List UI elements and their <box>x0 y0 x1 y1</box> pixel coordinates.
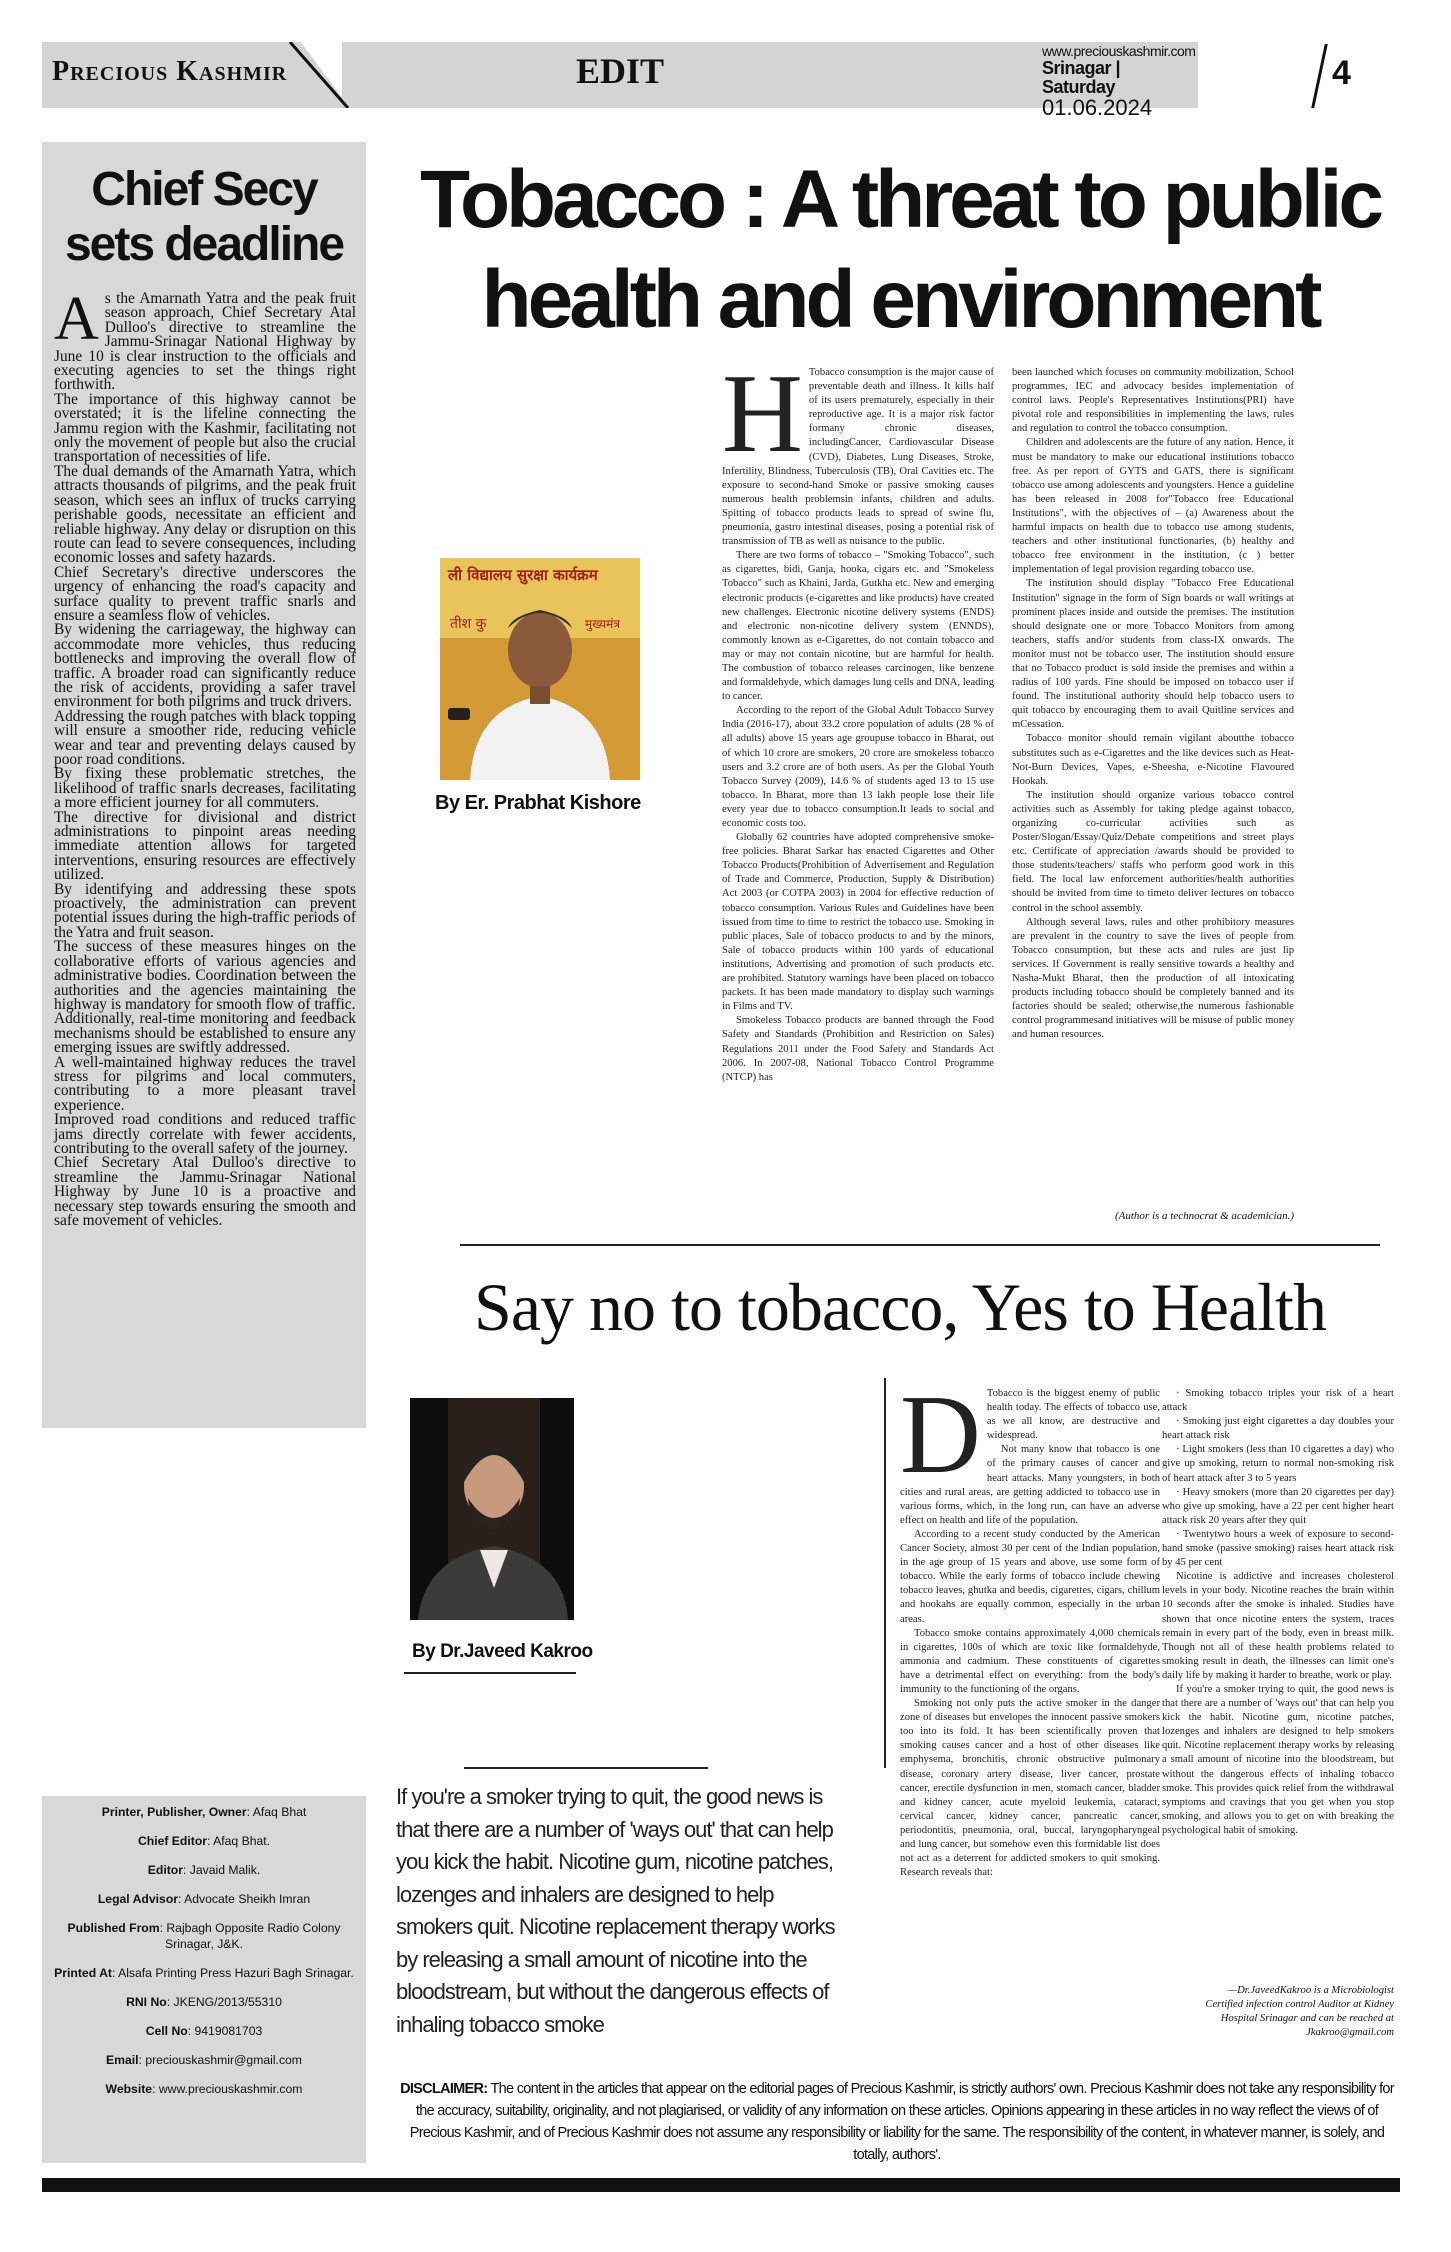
site-url[interactable]: www.preciouskashmir.com <box>1042 43 1196 59</box>
editorial-title-line2: sets deadline <box>64 218 344 271</box>
column-rule <box>884 1378 886 1768</box>
editorial-title-line1: Chief Secy <box>91 163 317 216</box>
photo-banner-text: ली विद्यालय सुरक्षा कार्यक्रम <box>448 566 598 584</box>
page-number: 4 <box>1332 54 1351 92</box>
editorial-paragraph: A well-maintained highway reduces the travel stress for pilgrims and local commuters, contributing to a more pleasant travel experience. <box>54 1053 356 1114</box>
section-divider <box>460 1244 1380 1246</box>
article2-bullet: · Heavy smokers (more than 20 cigarettes per day) who give up smoking, have a 22 per cent higher heart attack risk 20 years after they quit <box>1162 1486 1394 1526</box>
masthead <box>42 42 1400 121</box>
article1-paragraph: Tobacco monitor should remain vigilant aboutthe tobacco substitutes such as e-Cigarettes and the like devices such as Heat-Not-Burn Devices, Vapes, e-Sheesha, e-Nicotine Flavoured Hookah. <box>1012 733 1294 787</box>
article2-dropcap: D <box>900 1373 981 1497</box>
article2-author-note <box>1162 1984 1394 2040</box>
imprint-row: Editor: Javaid Malik. <box>147 1863 261 1877</box>
editorial-paragraph: The importance of this highway cannot be overstated; it is the lifeline connecting the Jammu region with the Kashmir, facilitating not only the movement of people but also the crucial transportation of necessities of life. <box>54 390 356 466</box>
editorial-paragraph: The directive for divisional and district administrations to pinpoint areas needing immediate attention allows for targeted interventions, ensuring resources are effectively utilized. <box>54 808 356 884</box>
article2-paragraph: Nicotine is addictive and increases cholesterol levels in your body. Nicotine reaches the brain within 10 seconds after the smoke is inhaled. Studies have shown that once nicotine enters the system, traces remain in every part of the body, even in breast milk. Though not all of these health problems related to smoking result in death, the illnesses can limit one's daily life by making it harder to breathe, work or play. <box>1162 1571 1394 1681</box>
imprint-row: Cell No: 9419081703 <box>145 2024 263 2038</box>
editorial-paragraph: The dual demands of the Amarnath Yatra, which attracts thousands of pilgrims, and the peak fruit season, which sees an influx of trucks carrying perishable goods, necessitate an efficient and reliable highway. Any delay or disruption on this route can lead to severe consequences, including economic losses and safety hazards. <box>54 462 356 567</box>
imprint-row: RNI No: JKENG/2013/55310 <box>126 1995 282 2009</box>
city-day: Srinagar | Saturday <box>1042 57 1121 97</box>
article1-paragraph: Children and adolescents are the future of any nation. Hence, it must be mandatory to make our educational institutions tobacco free. As per report of GYTS and GATS, there is significant tobacco use among adolescents and youngsters. Hence a guideline has been released in 2008 for"Tobacco free Educational Institutions", with the objectives of – (a) Awareness about the harmful impacts on health due to tobacco use among students, teachers and other institutional functionaries, (b) healthy and tobacco free environment in the institution, (c ) better implementation of legal provision regarding tobacco use. <box>1012 437 1294 576</box>
editorial-title <box>52 162 356 272</box>
byline-underline <box>404 1672 576 1674</box>
article1-headline <box>400 150 1400 350</box>
footer-bar <box>42 2178 1400 2192</box>
article1-paragraph: Globally 62 countries have adopted comprehensive smoke-free policies. Bharat Sarkar has enacted Cigarettes and Other Tobacco Products(Prohibition of Advertisement and Regulation of Trade and Commerce, Production, Supply & Distribution) Act 2003 (or COTPA 2003) in 2004 for effective reduction of tobacco consumption. Various Rules and Guidelines have been issued from time to time to restrict the tobacco use. Smoking in public places, Sale of tobacco products to and by the minors, Sale of tobacco products within 100 yards of educational institutions, Advertising and promotion of such products etc. are prohibited. Statutory warnings have been placed on tobacco packets. It has been made mandatory to display such warnings in Films and TV. <box>722 832 994 1013</box>
imprint-box <box>42 1796 366 2163</box>
issue-meta <box>1042 43 1196 121</box>
disclaimer-label: DISCLAIMER: <box>400 2081 488 2097</box>
editorial-paragraph: By fixing these problematic stretches, the likelihood of traffic snarls decreases, facilitating a more efficient journey for all commuters. <box>54 765 356 812</box>
author-email[interactable]: Jkakroo@gmail.com <box>1306 2027 1394 2039</box>
editorial-body <box>54 285 356 1229</box>
imprint-row: Chief Editor: Afaq Bhat. <box>137 1834 271 1848</box>
section-title: EDIT <box>575 51 665 91</box>
article2-bullet: · Light smokers (less than 10 cigarettes a day) who give up smoking, return to normal non-smoking risk of heart attack after 3 to 5 years <box>1162 1444 1394 1484</box>
editorial-paragraph: Additionally, real-time monitoring and feedback mechanisms should be established to ensure any emerging issues are swiftly addressed. <box>54 1010 356 1057</box>
article2-bullet: · Twentytwo hours a week of exposure to second-hand smoke (passive smoking) raises heart attack risk by 45 per cent <box>1162 1528 1394 1569</box>
editorial-paragraph: The success of these measures hinges on the collaborative efforts of various agencies and administrative bodies. Coordination between the authorities and the agencies maintaining the highway is mandatory for smooth flow of traffic. <box>54 938 356 1013</box>
author-photo-prabhat-kishore <box>440 558 640 780</box>
author-note-line: Certified infection control Auditor at Kidney <box>1205 1999 1394 2011</box>
article1-paragraph: been launched which focuses on community mobilization, School programmes, IEC and advocacy besides implementation of control laws. People's Representatives Institutions(PRI) have pivotal role and responsibilities in implementing the laws, rules and regulation to control the tobacco consumption. <box>1012 367 1294 435</box>
article1-headline-line2: health and environment <box>481 254 1319 345</box>
article2-bullet: · Smoking tobacco triples your risk of a heart attack <box>1162 1388 1394 1414</box>
article2-paragraph: If you're a smoker trying to quit, the good news is that there are a number of 'ways out' that can help you kick the habit. Nicotine gum, nicotine patches, lozenges and inhalers are designed to help smokers quit. Nicotine replacement therapy works by releasing a small amount of nicotine into the bloodstream, but without the dangerous effects of inhaling tobacco smoke. This provides quick relief from the withdrawal symptoms and cravings that you get when you stop smoking, and allows you to get on with breaking the psychological habit of smoking. <box>1162 1683 1394 1836</box>
article1-paragraph: The institution should display "Tobacco Free Educational Institution" signage in the form of Sign boards or wall writings at prominent places inside and outside the premises. The institution should designate one or more Tobacco Monitors from among teachers, staffs and/or students from class-IX onwards. The monitor must not be tobacco user. The institution should ensure that no Tobacco product is sold inside the premises and within a radius of 100 yards. Fine should be imposed on tobacco user if found. The institutional authority should help tobacco users to quit tobacco by encouraging them to avail Quitline services and mCessation. <box>1012 578 1294 731</box>
article2-headline: Say no to tobacco, Yes to Health <box>474 1269 1326 1345</box>
article1-paragraph: According to the report of the Global Adult Tobacco Survey India (2016-17), about 33.2 crore population of adults (28 % of all adults) above 15 years age groupuse tobacco in Bharat, out of which 10 crore are smokers, 20 crore are smokeless tobacco users and 3.2 crore are of both users. As per the Global Youth Tobacco Survey (2009), 14.6 % of students aged 13 to 15 use tobacco. In Bharat, more than 13 lakh people lose their life every year due to tobacco consumption.It leads to social and economic costs too. <box>722 705 994 829</box>
brand-logo[interactable]: Precious Kashmir <box>52 56 288 87</box>
imprint-website: Website: www.preciouskashmir.com <box>105 2082 303 2096</box>
article2-column-2 <box>1162 1387 1394 1838</box>
article2-column-1 <box>900 1373 1160 1880</box>
disclaimer <box>392 2078 1402 2166</box>
editorial-paragraph: s the Amarnath Yatra and the peak fruit season approach, Chief Secretary Atal Dulloo's directive to streamline the Jammu-Srinagar National Highway by June 10 is clear instruction to the officials and executing agencies to set the things right forthwith. <box>54 290 356 394</box>
disclaimer-text: The content in the articles that appear on the editorial pages of Precious Kashmir, is strictly authors' own. Precious Kashmir does not take any responsibility for the accuracy, suitability, originality, and not plagiarised, or validity of any information on these articles. Opinions appearing in these articles in no way reflect the views of of Precious Kashmir, and of Precious Kashmir does not assume any responsibility or liability for the same. The responsibility of the content, in whatever manner, is solely, and totally, authors'. <box>409 2081 1394 2163</box>
article2-bullet: · Smoking just eight cigarettes a day doubles your heart attack risk <box>1162 1416 1394 1442</box>
photo-banner-text: तीश कु <box>450 616 487 632</box>
editorial-sidebar <box>42 142 366 1428</box>
article1-author-note: (Author is a technocrat & academician.) <box>1114 1210 1294 1222</box>
article1-column-2 <box>1012 366 1294 1043</box>
editorial-paragraph: By widening the carriageway, the highway can accommodate more vehicles, thus reducing bottlenecks and improving the overall flow of traffic. A broader road can significantly reduce the risk of accidents, providing a safer travel environment for both pilgrims and truck drivers. <box>54 621 356 711</box>
editorial-paragraph: Addressing the rough patches with black topping will ensure a smoother ride, reducing vehicle wear and tear and preventing delays caused by poor road conditions. <box>54 707 356 768</box>
editorial-paragraph: Chief Secretary Atal Dulloo's directive to streamline the Jammu-Srinagar National Highway by June 10 is a proactive and necessary step towards ensuring the smooth and safe movement of vehicles. <box>54 1154 356 1229</box>
article1-paragraph: There are two forms of tobacco – "Smoking Tobacco", such as cigarettes, bidi, Ganja, hooka, cigars etc. and "Smokeless Tobacco" such as Khaini, Jarda, Gutkha etc. New and emerging electronic products (e-cigarettes and like products) have created new challenges. Electronic nicotine delivery systems (ENDS) and electronic non-nicotine delivery system (ENNDS), commonly known as e-Cigarettes, do not contain tobacco and may or may not contain nicotine, but are harmful for health. The combustion of tobacco releases carcinogen, like benzene and formaldehyde, which damages lung cells and DNA, leading to cancer. <box>722 550 994 703</box>
article2-paragraph: Tobacco is the biggest enemy of public health today. The effects of tobacco use, as we all know, are destructive and widespread. <box>986 1388 1160 1442</box>
pull-quote: If you're a smoker trying to quit, the good news is that there are a number of 'ways out' that can help you kick the habit. Nicotine gum, nicotine patches, lozenges and inhalers are designed to help smokers quit. Nicotine replacement therapy works by releasing a small amount of nicotine into the bloodstream, but without the dangerous effects of inhaling tobacco smoke <box>396 1784 835 2037</box>
imprint-row: Printer, Publisher, Owner: Afaq Bhat <box>101 1805 307 1819</box>
imprint-row: Printed At: Alsafa Printing Press Hazuri Bagh Srinagar. <box>54 1966 354 1980</box>
article2-paragraph: Not many know that tobacco is one of the primary causes of cancer and heart attacks. Many youngsters, in both cities and rural areas, are getting addicted to tobacco use in various forms, which, in the long run, can have an adverse effect on health and life of the population. <box>900 1444 1160 1526</box>
author-note-line: —Dr.JaveedKakroo is a Microbiologist <box>1227 1985 1394 1996</box>
article1-dropcap: H <box>722 352 803 476</box>
article2-paragraph: Tobacco smoke contains approximately 4,000 chemicals in cigarettes, 100s of which are toxic like formaldehyde, ammonia and cadmium. These constituents of cigarettes have a detrimental effect on everything: from the body's immunity to the functioning of the organs. <box>900 1627 1160 1695</box>
article1-paragraph: Although several laws, rules and other prohibitory measures are prevalent in the country to save the lives of people from Tobacco consumption, but these acts and rules are just lip services. If Government is really sensitive towards a healthy and Nasha-Mukt Bharat, then the production of all intoxicating products including tobacco should be completely banned and its factories should be sealed; otherwise,the numerous fashionable control programmesand initiatives will be misuse of public money and human resources. <box>1012 916 1294 1041</box>
article2-paragraph: According to a recent study conducted by the American Cancer Society, almost 30 per cent of the Indian population, in the age group of 15 years and above, use some form of tobacco. While the early forms of tobacco include chewing tobacco leaves, ghutka and beedis, cigarettes, cigars, chillum and hookahs are equally common, especially in the urban areas. <box>900 1528 1160 1625</box>
editorial-dropcap: A <box>54 285 99 353</box>
author-photo-javeed-kakroo <box>410 1398 574 1620</box>
article1-byline: By Er. Prabhat Kishore <box>435 792 641 814</box>
author-note-line: Hospital Srinagar and can be reached at <box>1220 2013 1394 2025</box>
article2-paragraph: Smoking not only puts the active smoker in the danger zone of diseases but envelopes the innocent passive smokers too into its fold. It has been scientifically proven that smoking causes cancer and a host of other diseases like emphysema, bronchitis, chronic obstructive pulmonary disease, coronary artery disease, liver cancer, prostate cancer, erectile dysfunction in men, stomach cancer, bladder and kidney cancer, acute myeloid leukemia, cataract, cervical cancer, kidney cancer, pancreatic cancer, periodontitis, pneumonia, oral, buccal, laryngopharyngeal and lung cancer, but somehow even this formidable list does not act as a deterrent for addicted smokers to quit smoking. Research reveals that: <box>900 1698 1160 1879</box>
imprint-row: Published From: Rajbagh Opposite Radio Colony Srinagar, J&K. <box>67 1921 341 1951</box>
editorial-paragraph: By identifying and addressing these spots proactively, the administration can prevent potential issues during the high-traffic periods of the Yatra and fruit season. <box>54 880 356 941</box>
article1-paragraph: The institution should organize various tobacco control activities such as Assembly for taking pledge against tobacco, organizing co-curricular activities such as Poster/Slogan/Essay/Quiz/Debate competitions and street plays etc. Certificate of appreciation /awards should be provided to those students/teachers/ staffs who perform good work in this field. The local law enforcement authorities/health authorities should be invited from time to timeto deliver lectures on tobacco control in the school assembly. <box>1012 789 1294 914</box>
issue-date: 01.06.2024 <box>1042 95 1153 121</box>
article1-paragraph: Smokeless Tobacco products are banned through the Food Safety and Standards (Prohibition and Restriction on Sales) Regulations 2011 under the Food Safety and Standards Act 2006. In 2007-08, National Tobacco Control Programme (NTCP) has <box>722 1015 994 1083</box>
editorial-paragraph: Chief Secretary's directive underscores the urgency of enhancing the road's capacity and surface quality to prevent traffic snarls and ensure a seamless flow of vehicles. <box>54 563 356 624</box>
article1-headline-line1: Tobacco : A threat to public <box>419 154 1381 245</box>
photo-banner-text: मुख्यमंत्र <box>585 617 620 631</box>
imprint-row: Legal Advisor: Advocate Sheikh Imran <box>97 1892 311 1906</box>
article2-byline: By Dr.Javeed Kakroo <box>412 1641 593 1662</box>
pullquote-rule <box>464 1767 708 1769</box>
editorial-paragraph: Improved road conditions and reduced traffic jams directly correlate with fewer accidents, contributing to the overall safety of the journey. <box>54 1111 356 1157</box>
article1-column-1 <box>722 352 994 1085</box>
imprint-email: Email: preciouskashmir@gmail.com <box>106 2053 302 2067</box>
article1-paragraph: Tobacco consumption is the major cause of preventable death and illness. It kills half of its users prematurely, especially in their reproductive age. It is a major risk factor formany chronic diseases, includingCancer, Cardiovascular Disease (CVD), Diabetes, Lung Diseases, Stroke, Infertility, Blindness, Tuberculosis (TB), Oral Cavities etc. The exposure to second-hand Smoke or passive smoking causes numerous health problemsin infants, children and adults. Spitting of tobacco products leads to spread of swine flu, pneumonia, gastro intestinal diseases, posing a potential risk of transmission of TB as well as nuisance to the public. <box>722 367 994 548</box>
